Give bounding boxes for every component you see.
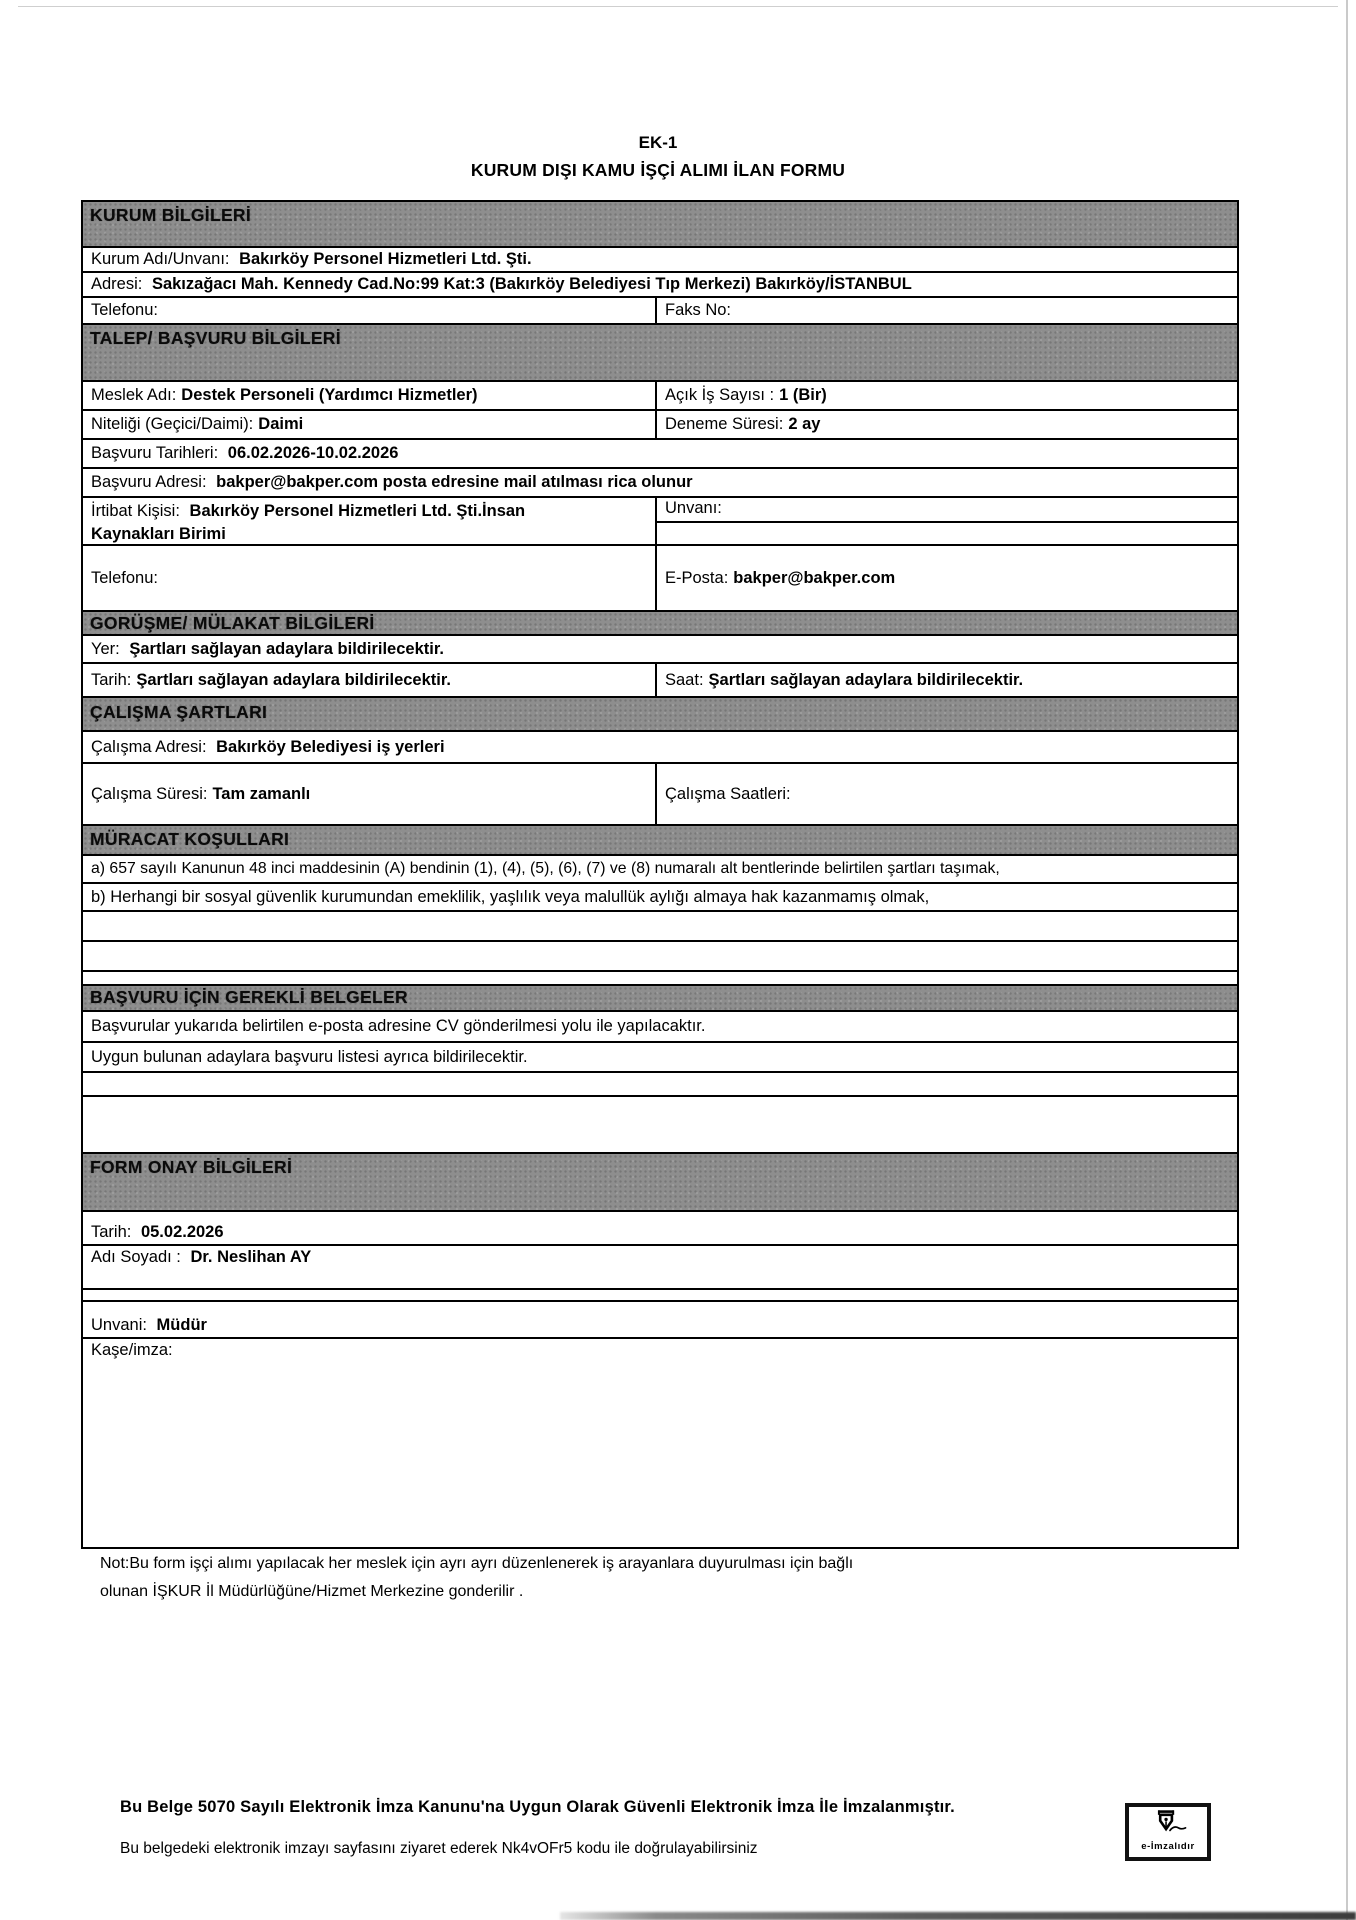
basvuru-adresi-label: Başvuru Adresi: xyxy=(91,473,207,491)
e-signature-pen-icon xyxy=(1146,1809,1190,1840)
table-row-telefon-faks xyxy=(83,298,1237,325)
field-kurum-adi xyxy=(83,248,1237,271)
table-row-basvuru-adresi xyxy=(83,469,1237,498)
section-header-form-onay: FORM ONAY BİLGİLERİ xyxy=(83,1154,1237,1212)
table-row-adi-soyadi xyxy=(83,1246,1237,1290)
yer-value: Şartları sağlayan adaylara bildirilecektir. xyxy=(129,639,444,658)
deneme-label: Deneme Süresi: xyxy=(665,415,784,433)
mulakat-tarih-value: Şartları sağlayan adaylara bildirilecektir. xyxy=(136,670,451,689)
irtibat-label: İrtibat Kişisi: xyxy=(91,502,180,520)
table-row-kurum-adi xyxy=(83,248,1237,273)
mulakat-saat-label: Saat: xyxy=(665,670,704,689)
scan-artifact-bottom-smudge xyxy=(560,1912,1356,1920)
field-calisma-saatleri xyxy=(657,764,1237,824)
field-unvani-stack xyxy=(657,498,1237,544)
e-signature-stamp-label: e-İmzalıdır xyxy=(1141,1841,1195,1852)
kurum-adi-value: Bakırköy Personel Hizmetleri Ltd. Şti. xyxy=(239,250,532,268)
onay-unvani-value: Müdür xyxy=(156,1316,207,1334)
field-basvuru-adresi xyxy=(83,471,1237,494)
empty-cell xyxy=(83,954,1237,958)
basvuru-adresi-value: bakper@bakper.com posta edresine mail atılması rica olunur xyxy=(216,473,693,491)
table-row-basvuru-tarihleri xyxy=(83,440,1237,469)
table-row-adresi xyxy=(83,273,1237,298)
section-header-talep-basvuru: TALEP/ BAŞVURU BİLGİLERİ xyxy=(83,325,1237,382)
table-row-calisma-suresi xyxy=(83,764,1237,826)
field-madde-b: b) Herhangi bir sosyal güvenlik kurumundan emeklilik, yaşlılık veya malullük aylığı almaya hak kazanmamış olmak, xyxy=(91,887,930,906)
deneme-value: 2 ay xyxy=(788,415,821,433)
eposta-value: bakper@bakper.com xyxy=(733,568,896,587)
calisma-adresi-label: Çalışma Adresi: xyxy=(91,737,207,756)
section-header-gorusme: GORÜŞME/ MÜLAKAT BİLGİLERİ xyxy=(83,612,1237,636)
form-table xyxy=(81,200,1239,1549)
adresi-value: Sakızağacı Mah. Kennedy Cad.No:99 Kat:3 (Bakırköy Belediyesi Tıp Merkezi) Bakırköy/İSTANBUL xyxy=(151,275,912,293)
field-adi-soyadi xyxy=(83,1246,1237,1269)
field-madde-a: a) 657 sayılı Kanunun 48 inci maddesinin (A) bendinin (1), (4), (5), (6), (7) ve (8) numaralı alt bentlerinde belirtilen şartları taşımak, xyxy=(91,860,1000,877)
irtibat-telefonu-label: Telefonu: xyxy=(91,568,158,587)
page-title: KURUM DIŞI KAMU İŞÇİ ALIMI İLAN FORMU xyxy=(470,160,846,180)
footnote-line2: olunan İŞKUR İl Müdürlüğüne/Hizmet Merkezine gonderilir . xyxy=(100,1583,524,1600)
field-onay-tarih xyxy=(83,1221,1237,1244)
meslek-adi-label: Meslek Adı: xyxy=(91,386,177,404)
unvani-label: Unvanı: xyxy=(665,499,722,517)
section-header-belgeler: BAŞVURU İÇİN GEREKLİ BELGELER xyxy=(83,986,1237,1012)
table-row-onay-tarih xyxy=(83,1212,1237,1246)
field-unvani-empty xyxy=(657,523,1237,544)
kurum-adi-label: Kurum Adı/Unvanı: xyxy=(91,250,230,268)
table-row-empty-4 xyxy=(83,1073,1237,1097)
footnote-line1: Not:Bu form işçi alımı yapılacak her meslek için ayrı ayrı düzenlenerek iş arayanlara duyurulması için bağlı xyxy=(100,1555,854,1572)
field-belgeler-satir2: Uygun bulunan adaylara başvuru listesi ayrıca bildirilecektir. xyxy=(91,1047,528,1066)
field-unvani xyxy=(657,498,1237,523)
empty-cell xyxy=(83,1293,1237,1297)
field-acik-is-sayisi xyxy=(657,382,1237,409)
calisma-suresi-label: Çalışma Süresi: xyxy=(91,784,208,803)
mulakat-saat-value: Şartları sağlayan adaylara bildirilecektir. xyxy=(708,670,1024,689)
onay-tarih-label: Tarih: xyxy=(91,1223,132,1241)
field-mulakat-saat xyxy=(657,664,1237,696)
table-row-madde-a xyxy=(83,856,1237,884)
table-row-yer xyxy=(83,636,1237,664)
scan-artifact-top-line xyxy=(18,6,1338,7)
niteligi-label: Niteliği (Geçici/Daimi): xyxy=(91,415,254,433)
esignature-statement: Bu Belge 5070 Sayılı Elektronik İmza Kanunu'na Uygun Olarak Güvenli Elektronik İmza İle İmzalanmıştır. xyxy=(120,1798,955,1816)
basvuru-tarihleri-value: 06.02.2026-10.02.2026 xyxy=(227,444,399,462)
table-row-kase-imza xyxy=(83,1339,1237,1547)
field-faks xyxy=(657,298,1237,323)
adi-soyadi-value: Dr. Neslihan AY xyxy=(190,1248,312,1266)
mulakat-tarih-label: Tarih: xyxy=(91,670,132,689)
field-yer xyxy=(83,638,1237,661)
field-belgeler-satir1: Başvurular yukarıda belirtilen e-posta adresine CV gönderilmesi yolu ile yapılacaktır. xyxy=(91,1017,706,1035)
empty-cell xyxy=(83,976,1237,980)
esignature-verification-note: Bu belgedeki elektronik imzayı sayfasını ziyaret ederek Nk4vOFr5 kodu ile doğrulayabilirsiniz xyxy=(120,1840,758,1857)
field-irtibat-telefonu xyxy=(83,546,657,610)
table-row-madde-b xyxy=(83,884,1237,912)
kase-imza-label: Kaşe/imza: xyxy=(91,1341,173,1359)
onay-unvani-label: Unvani: xyxy=(91,1316,147,1334)
section-header-kurum-bilgileri: KURUM BİLGİLERİ xyxy=(83,202,1237,248)
field-calisma-suresi xyxy=(83,764,657,824)
table-row-meslek xyxy=(83,382,1237,411)
field-basvuru-tarihleri xyxy=(83,442,1237,465)
telefonu-label: Telefonu: xyxy=(91,301,158,319)
onay-tarih-value: 05.02.2026 xyxy=(140,1223,224,1241)
field-deneme-suresi xyxy=(657,411,1237,438)
e-signature-stamp xyxy=(1125,1803,1211,1861)
table-row-onay-unvani xyxy=(83,1302,1237,1339)
field-onay-unvani xyxy=(83,1314,1237,1337)
document-titles xyxy=(81,130,1235,184)
acik-is-label: Açık İş Sayısı : xyxy=(665,386,775,404)
footnote xyxy=(100,1550,1000,1606)
field-niteligi xyxy=(83,411,657,438)
table-row-empty-3 xyxy=(83,972,1237,986)
adi-soyadi-label: Adı Soyadı : xyxy=(91,1248,181,1266)
table-row-empty-5 xyxy=(83,1097,1237,1154)
calisma-suresi-value: Tam zamanlı xyxy=(212,784,311,803)
table-row-empty-2 xyxy=(83,942,1237,972)
basvuru-tarihleri-label: Başvuru Tarihleri: xyxy=(91,444,219,462)
table-row-tarih-saat xyxy=(83,664,1237,698)
table-row-irtibat xyxy=(83,498,1237,546)
table-row-empty-6 xyxy=(83,1290,1237,1302)
table-row-belgeler-1 xyxy=(83,1012,1237,1043)
meslek-adi-value: Destek Personeli (Yardımcı Hizmetler) xyxy=(181,386,478,404)
scan-artifact-right-line xyxy=(1346,0,1348,1920)
table-row-belgeler-2 xyxy=(83,1043,1237,1073)
field-mulakat-tarih xyxy=(83,664,657,696)
section-header-calisma: ÇALIŞMA ŞARTLARI xyxy=(83,698,1237,732)
calisma-adresi-value: Bakırköy Belediyesi iş yerleri xyxy=(216,737,445,756)
yer-label: Yer: xyxy=(91,639,120,658)
calisma-saatleri-label: Çalışma Saatleri: xyxy=(665,784,791,803)
irtibat-value: Bakırköy Personel Hizmetleri Ltd. Şti.İnsan Kaynakları Birimi xyxy=(91,502,526,543)
field-irtibat-kisisi xyxy=(83,498,657,544)
field-adresi xyxy=(83,273,1237,296)
empty-cell xyxy=(83,1123,1237,1127)
empty-cell xyxy=(83,1082,1237,1086)
doc-ref: EK-1 xyxy=(638,133,678,152)
field-kase-imza xyxy=(83,1339,1237,1362)
table-row-telefon-eposta xyxy=(83,546,1237,612)
eposta-label: E-Posta: xyxy=(665,568,729,587)
table-row-niteligi xyxy=(83,411,1237,440)
table-row-calisma-adresi xyxy=(83,732,1237,764)
table-row-empty-1 xyxy=(83,912,1237,942)
field-meslek-adi xyxy=(83,382,657,409)
niteligi-value: Daimi xyxy=(258,415,304,433)
empty-cell xyxy=(83,924,1237,928)
acik-is-value: 1 (Bir) xyxy=(779,386,827,404)
field-calisma-adresi xyxy=(83,736,1237,759)
adresi-label: Adresi: xyxy=(91,275,143,293)
section-header-muracat: MÜRACAT KOŞULLARI xyxy=(83,826,1237,856)
faks-label: Faks No: xyxy=(665,301,732,319)
field-telefonu xyxy=(83,298,657,323)
field-eposta xyxy=(657,546,1237,610)
